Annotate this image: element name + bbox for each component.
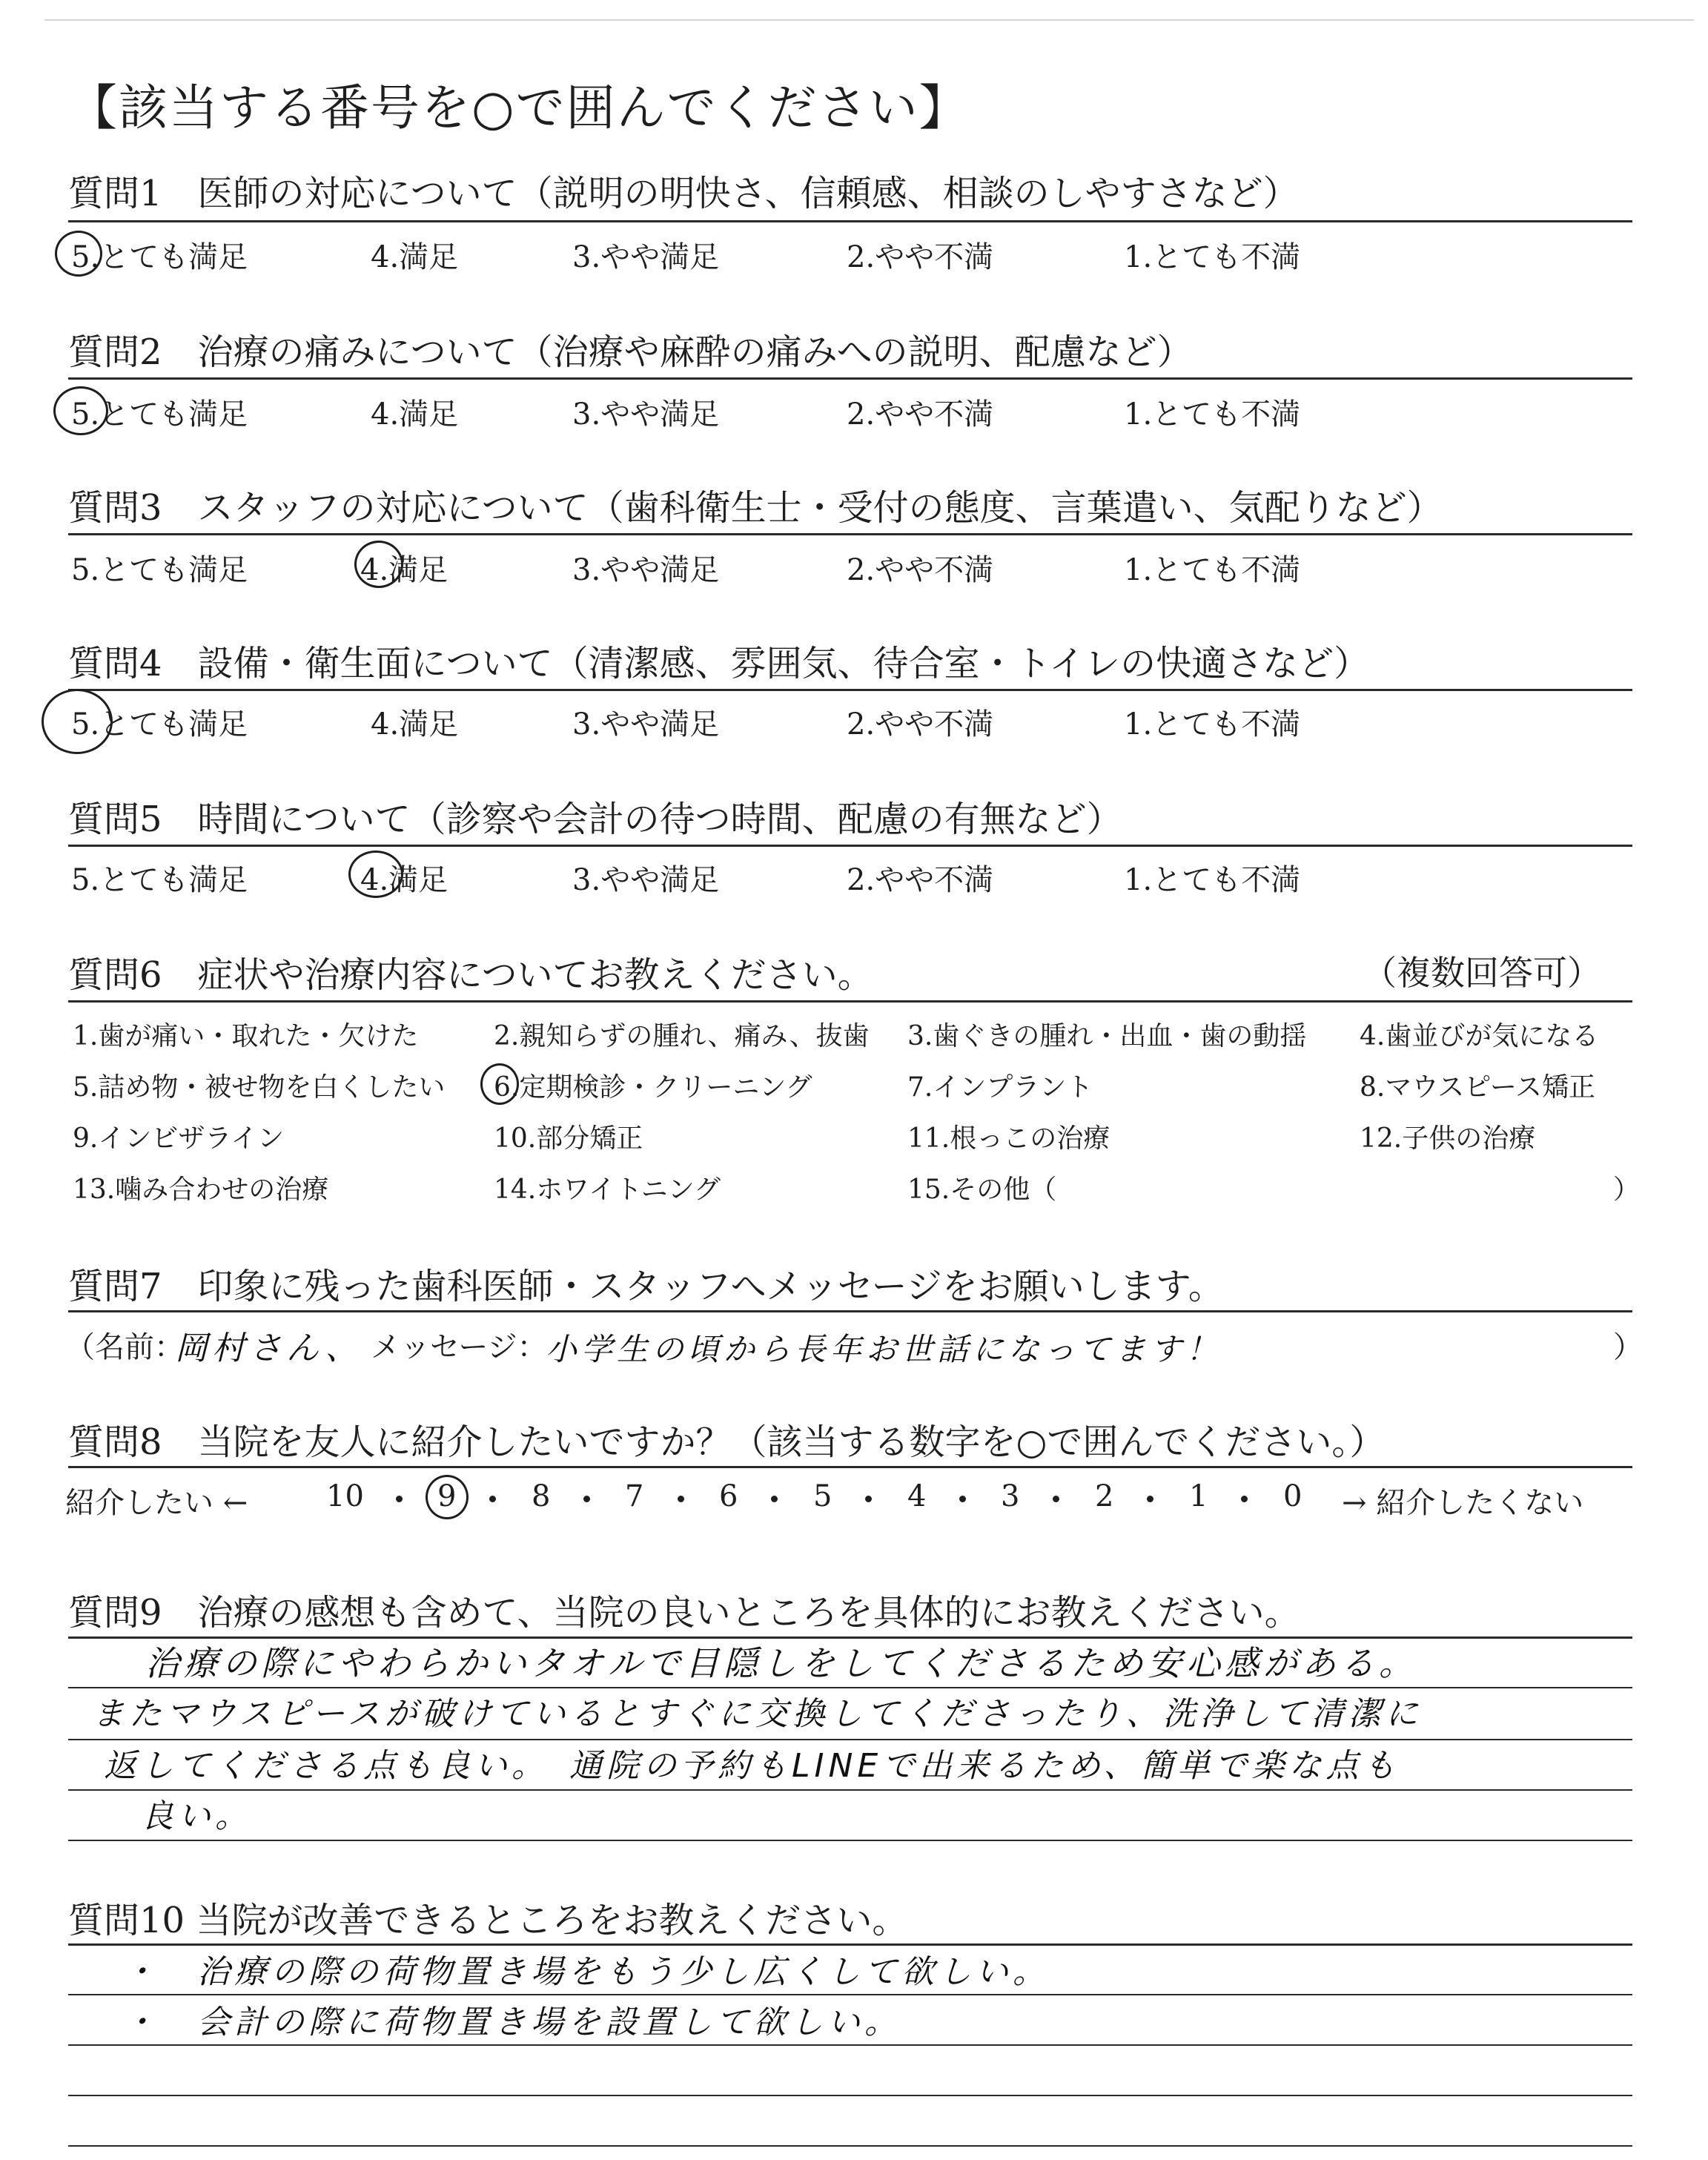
question-7-heading: 質問7 印象に残った歯科医師・スタッフへメッセージをお願いします。 — [68, 1266, 1224, 1307]
instruction-title: 【該当する番号を○で囲んでください】 — [68, 79, 970, 136]
q4-option-4[interactable]: 4.満足 — [371, 707, 459, 742]
q3-selection-circle — [354, 541, 403, 588]
question-1-heading: 質問1 医師の対応について（説明の明快さ、信頼感、相談のしやすさなど） — [68, 173, 1299, 214]
scale-value-7[interactable]: 7 — [625, 1479, 644, 1513]
q4-option-3[interactable]: 3.やや満足 — [572, 707, 720, 742]
q2-option-2[interactable]: 2.やや不満 — [847, 397, 994, 432]
scale-separator — [1241, 1496, 1248, 1502]
q1-option-5[interactable]: 5.とても満足 — [71, 240, 248, 274]
q6-option-12[interactable]: 12.子供の治療 — [1360, 1123, 1536, 1154]
question-3-rule — [68, 533, 1632, 535]
q2-option-1[interactable]: 1.とても不満 — [1124, 397, 1301, 432]
question-4-rule — [68, 689, 1632, 691]
q10-answer-line-1: ・ 治療の際の荷物置き場をもう少し広くして欲しい。 — [123, 1953, 1050, 1991]
name-value[interactable]: 岡村さん、 — [175, 1330, 363, 1367]
question-5-heading: 質問5 時間について（診察や会計の待つ時間、配慮の有無など） — [68, 799, 1122, 840]
scale-separator — [583, 1496, 590, 1502]
q4-option-1[interactable]: 1.とても不満 — [1124, 707, 1301, 742]
q4-option-5[interactable]: 5.とても満足 — [71, 707, 248, 742]
q3-option-2[interactable]: 2.やや不満 — [847, 553, 994, 587]
question-6-rule — [68, 1000, 1632, 1003]
q1-option-3[interactable]: 3.やや満足 — [572, 240, 720, 274]
q5-option-3[interactable]: 3.やや満足 — [572, 863, 720, 897]
multiple-answers-note: （複数回答可） — [1363, 953, 1601, 993]
q6-other-close-paren: ） — [1613, 1175, 1641, 1205]
answer-line — [68, 2145, 1632, 2147]
q2-option-3[interactable]: 3.やや満足 — [572, 397, 720, 432]
answer-line — [68, 1840, 1632, 1841]
scale-value-4[interactable]: 4 — [907, 1479, 927, 1513]
q6-option-10[interactable]: 10.部分矯正 — [494, 1123, 643, 1154]
q6-option-15[interactable]: 15.その他（ — [907, 1175, 1057, 1205]
scale-separator — [959, 1496, 966, 1502]
scale-separator — [1147, 1496, 1153, 1502]
message-label: メッセージ： — [371, 1330, 547, 1364]
q6-option-13[interactable]: 13.噛み合わせの治療 — [73, 1175, 329, 1205]
question-8-rule — [68, 1466, 1632, 1468]
scale-separator — [489, 1496, 496, 1502]
answer-line — [68, 2044, 1632, 2046]
scale-separator — [865, 1496, 872, 1502]
q1-selection-circle — [55, 231, 102, 277]
scan-top-edge — [44, 19, 1694, 21]
q2-option-5[interactable]: 5.とても満足 — [71, 397, 248, 432]
q5-selection-circle — [348, 851, 403, 898]
scale-value-10[interactable]: 10 — [326, 1479, 364, 1513]
q6-option-2[interactable]: 2.親知らずの腫れ、痛み、抜歯 — [494, 1021, 870, 1051]
q2-option-4[interactable]: 4.満足 — [371, 397, 459, 432]
q6-option-7[interactable]: 7.インプラント — [907, 1072, 1093, 1103]
question-8-heading: 質問8 当院を友人に紹介したいですか？（該当する数字を○で囲んでください。） — [68, 1421, 1386, 1463]
q6-option-3[interactable]: 3.歯ぐきの腫れ・出血・歯の動揺 — [907, 1021, 1307, 1051]
question-4-heading: 質問4 設備・衛生面について（清潔感、雰囲気、待合室・トイレの快適さなど） — [68, 643, 1370, 684]
q5-option-4[interactable]: 4.満足 — [360, 863, 448, 897]
question-2-rule — [68, 377, 1632, 380]
answer-line — [68, 1789, 1632, 1791]
scale-left-label: 紹介したい ← — [65, 1486, 248, 1520]
q2-selection-circle — [53, 386, 108, 435]
scale-separator — [678, 1496, 684, 1502]
q8-selection-circle — [426, 1475, 469, 1519]
q4-option-2[interactable]: 2.やや不満 — [847, 707, 994, 742]
question-3-heading: 質問3 スタッフの対応について（歯科衛生士・受付の態度、言葉遣い、気配りなど） — [68, 487, 1443, 529]
q6-option-11[interactable]: 11.根っこの治療 — [907, 1123, 1110, 1154]
scale-value-6[interactable]: 6 — [719, 1479, 738, 1513]
question-2-heading: 質問2 治療の痛みについて（治療や麻酔の痛みへの説明、配慮など） — [68, 331, 1193, 373]
q3-option-1[interactable]: 1.とても不満 — [1124, 553, 1301, 587]
scale-value-9[interactable]: 9 — [437, 1479, 457, 1513]
q9-answer-line-4: 良い。 — [141, 1797, 252, 1835]
q3-option-3[interactable]: 3.やや満足 — [572, 553, 720, 587]
q6-option-8[interactable]: 8.マウスピース矯正 — [1360, 1072, 1596, 1103]
q5-option-5[interactable]: 5.とても満足 — [71, 863, 248, 897]
scale-separator — [1053, 1496, 1059, 1502]
question-7-rule — [68, 1310, 1632, 1312]
q1-option-2[interactable]: 2.やや不満 — [847, 240, 994, 274]
q1-option-1[interactable]: 1.とても不満 — [1124, 240, 1301, 274]
question-5-rule — [68, 845, 1632, 847]
q9-answer-line-1: 治療の際にやわらかいタオルで目隠しをしてくださるため安心感がある。 — [145, 1643, 1417, 1683]
scale-value-2[interactable]: 2 — [1095, 1479, 1114, 1513]
q1-option-4[interactable]: 4.満足 — [371, 240, 459, 274]
question-9-heading: 質問9 治療の感想も含めて、当院の良いところを具体的にお教えください。 — [68, 1592, 1300, 1634]
q6-option-5[interactable]: 5.詰め物・被せ物を白くしたい — [73, 1072, 446, 1103]
q9-answer-line-2: またマウスピースが破けているとすぐに交換してくださったり、洗浄して清潔に — [92, 1695, 1423, 1733]
q6-selection-circle — [480, 1063, 519, 1105]
scale-right-label: → 紹介したくない — [1342, 1486, 1584, 1520]
q3-option-5[interactable]: 5.とても満足 — [71, 553, 248, 587]
message-value[interactable]: 小学生の頃から長年お世話になってます！ — [546, 1331, 1222, 1367]
q5-option-2[interactable]: 2.やや不満 — [847, 863, 994, 897]
name-label: （名前： — [65, 1330, 184, 1364]
q6-option-4[interactable]: 4.歯並びが気になる — [1360, 1021, 1599, 1051]
q6-option-6[interactable]: 6.定期検診・クリーニング — [494, 1072, 812, 1103]
q3-option-4[interactable]: 4.満足 — [360, 553, 448, 587]
answer-line — [68, 2095, 1632, 2096]
q9-answer-line-3: 返してくださる点も良い。 通院の予約もLINEで出来るため、簡単で楽な点も — [104, 1747, 1400, 1785]
scale-value-1[interactable]: 1 — [1189, 1479, 1208, 1513]
scale-value-3[interactable]: 3 — [1001, 1479, 1020, 1513]
question-6-heading: 質問6 症状や治療内容についてお教えください。 — [68, 954, 873, 996]
q6-option-1[interactable]: 1.歯が痛い・取れた・欠けた — [73, 1021, 419, 1051]
scale-separator — [396, 1496, 403, 1502]
message-close-paren: ） — [1613, 1330, 1643, 1364]
q6-option-14[interactable]: 14.ホワイトニング — [494, 1175, 721, 1205]
scale-value-8[interactable]: 8 — [532, 1479, 551, 1513]
scale-separator — [771, 1496, 778, 1502]
q10-answer-line-2: ・ 会計の際に荷物置き場を設置して欲しい。 — [123, 2004, 901, 2041]
scale-value-0[interactable]: 0 — [1283, 1479, 1302, 1513]
q5-option-1[interactable]: 1.とても不満 — [1124, 863, 1301, 897]
scale-value-5[interactable]: 5 — [813, 1479, 833, 1513]
question-10-heading: 質問10 当院が改善できるところをお教えください。 — [68, 1900, 908, 1941]
q4-selection-circle — [42, 689, 113, 754]
question-1-rule — [68, 220, 1632, 222]
q6-option-9[interactable]: 9.インビザライン — [73, 1123, 285, 1154]
